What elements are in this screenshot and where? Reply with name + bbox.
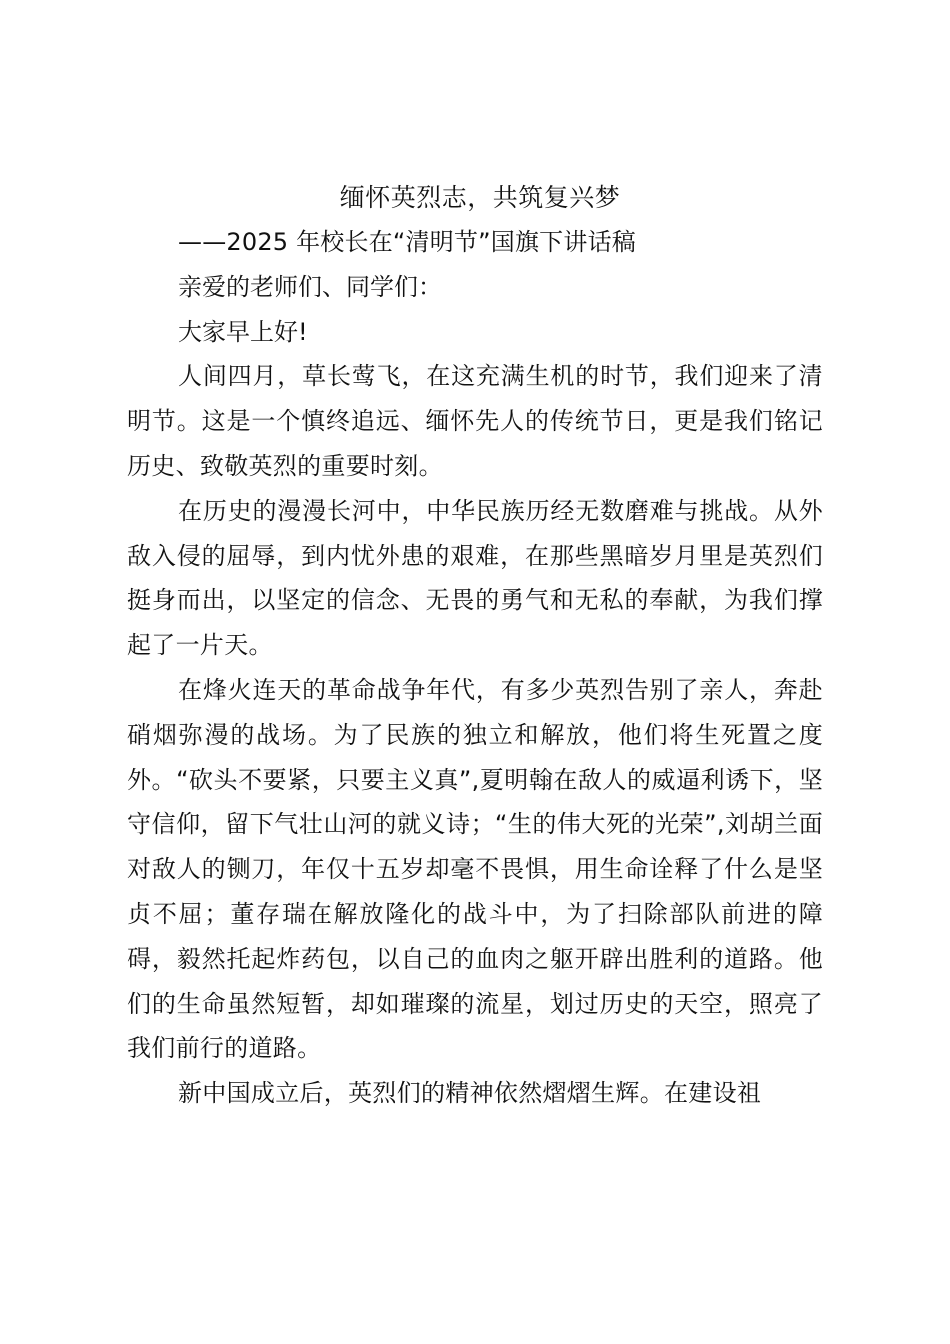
paragraph-2: 在历史的漫漫长河中，中华民族历经无数磨难与挑战。从外敌入侵的屈辱，到内忧外患的艰难，在那些黑暗岁月里是英烈们挺身而出，以坚定的信念、无畏的勇气和无私的奉献，为我们撑起了一片天。 bbox=[127, 496, 823, 660]
paragraph-4: 新中国成立后，英烈们的精神依然熠熠生辉。在建设祖 bbox=[178, 1079, 762, 1108]
document-title: 缅怀英烈志，共筑复兴梦 bbox=[339, 183, 621, 212]
salutation: 亲爱的老师们、同学们： bbox=[178, 272, 442, 301]
paragraph-3: 在烽火连天的革命战争年代，有多少英烈告别了亲人，奔赴硝烟弥漫的战场。为了民族的独立和解放，他们将生死置之度外。“砍头不要紧，只要主义真”,夏明翰在敌人的威逼利诱下，坚守信仰，留下气壮山河的就义诗；“生的伟大死的光荣”,刘胡兰面对敌人的铡刀，年仅十五岁却毫不畏惧，用生命诠释了什么是坚贞不屈；董存瑞在解放隆化的战斗中，为了扫除部队前进的障碍，毅然托起炸药包，以自己的血肉之躯开辟出胜利的道路。他们的生命虽然短暂，却如璀璨的流星，划过历史的天空，照亮了我们前行的道路。 bbox=[127, 675, 823, 1063]
document-subtitle: ——2025 年校长在“清明节”国旗下讲话稿 bbox=[178, 228, 636, 256]
paragraph-1: 人间四月，草长莺飞，在这充满生机的时节，我们迎来了清明节。这是一个慎终追远、缅怀先人的传统节日，更是我们铭记历史、致敬英烈的重要时刻。 bbox=[127, 362, 823, 480]
document-page bbox=[127, 176, 823, 1116]
greeting: 大家早上好! bbox=[178, 317, 308, 346]
